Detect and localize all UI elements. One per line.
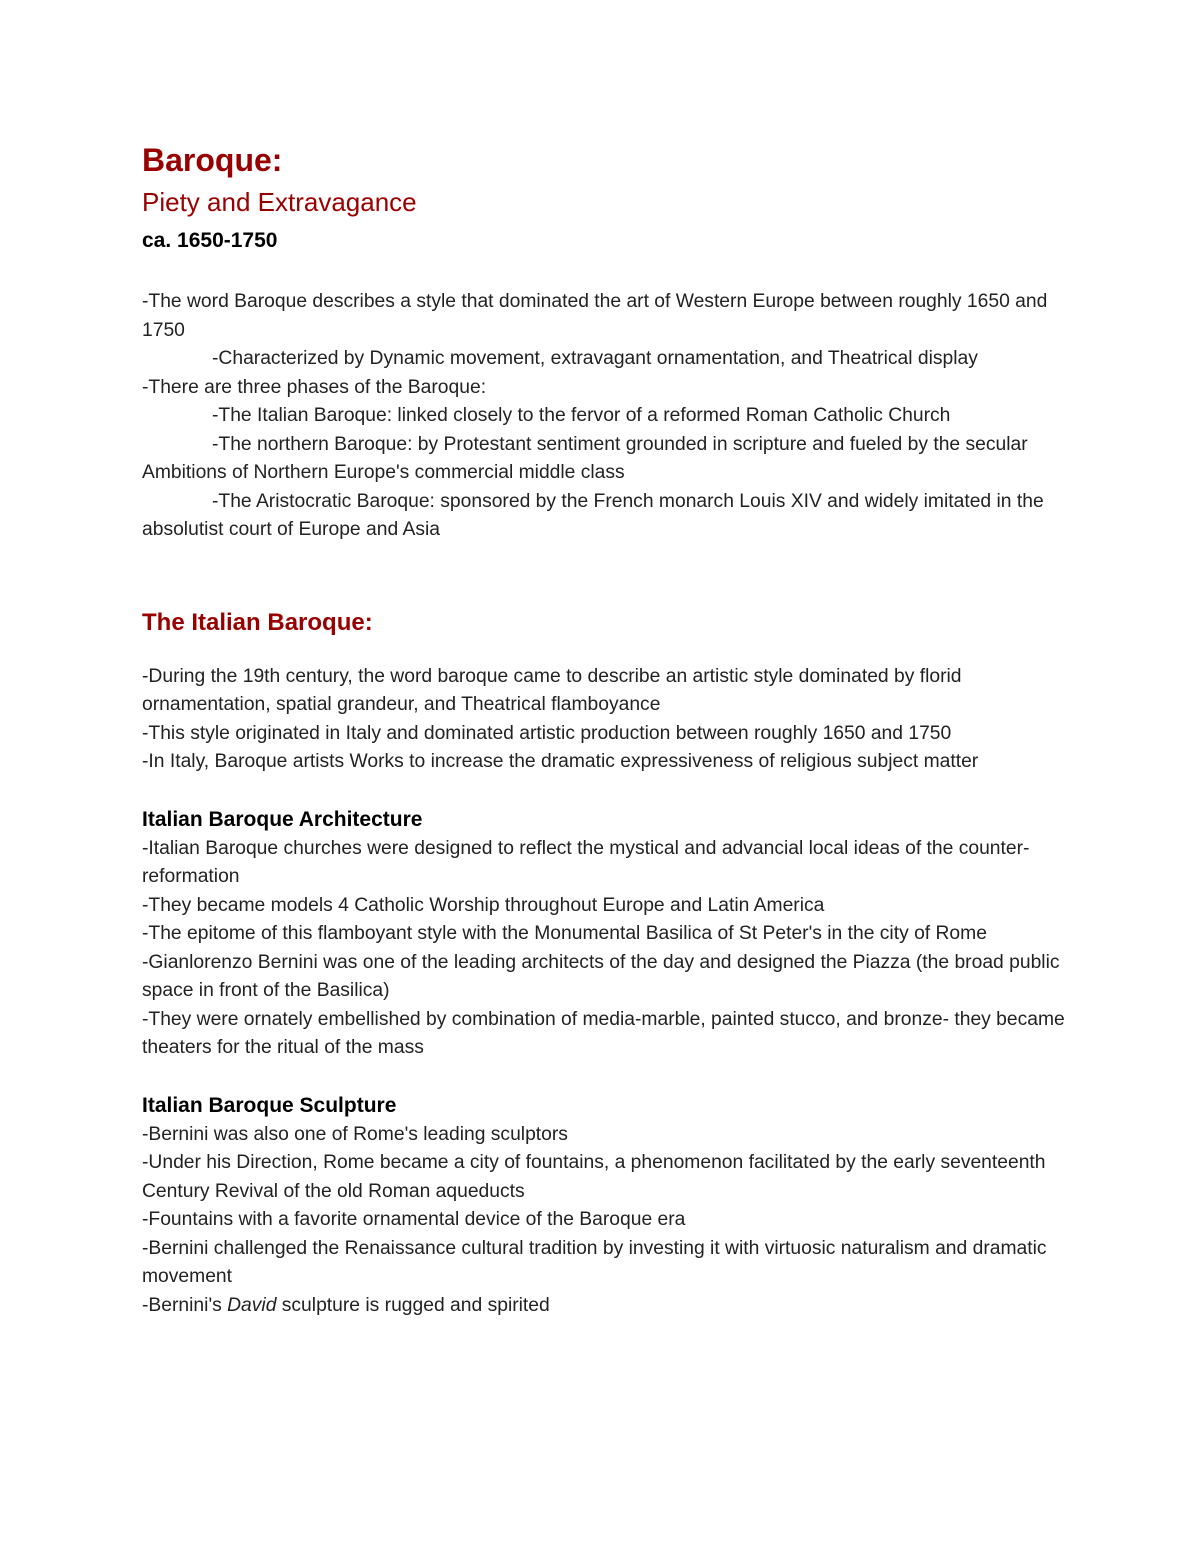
sculpture-paragraph: -Bernini was also one of Rome's leading sculptors <box>142 1123 568 1145</box>
document-page <box>142 138 1072 1320</box>
sculpture-paragraph: -Fountains with a favorite ornamental device of the Baroque era <box>142 1209 686 1230</box>
david-title: David <box>227 1294 277 1316</box>
italian-baroque-heading: The Italian Baroque: <box>142 608 373 636</box>
italian-paragraph: -In Italy, Baroque artists Works to increase the dramatic expressiveness of religious subject matter <box>142 751 979 772</box>
architecture-paragraph: -Italian Baroque churches were designed to reflect the mystical and advancial local ideas of the counter-reformation <box>142 837 1030 887</box>
italian-paragraph: -This style originated in Italy and dominated artistic production between roughly 1650 and 1750 <box>142 722 952 744</box>
david-line-after: sculpture is rugged and spirited <box>276 1294 550 1316</box>
sculpture-paragraph: -Under his Direction, Rome became a city of fountains, a phenomenon facilitated by the early seventeenth Century Revival of the old Roman aqueducts <box>142 1152 1046 1202</box>
document-title: Baroque: <box>142 142 283 178</box>
sculpture-paragraph: -Bernini challenged the Renaissance cultural tradition by investing it with virtuosic naturalism and dramatic movement <box>142 1237 1047 1287</box>
intro-section <box>142 288 1072 545</box>
italian-section <box>142 663 1072 777</box>
architecture-heading: Italian Baroque Architecture <box>142 807 423 831</box>
architecture-paragraph: -They were ornately embellished by combination of media-marble, painted stucco, and bronze- they became theaters for the ritual of the mass <box>142 1008 1065 1058</box>
intro-paragraph: -The Aristocratic Baroque: sponsored by the French monarch Louis XIV and widely imitated in the absolutist court of Europe and Asia <box>142 490 1044 540</box>
architecture-paragraph: -Gianlorenzo Bernini was one of the leading architects of the day and designed the Piazza (the broad public space in front of the Basilica) <box>142 951 1060 1001</box>
david-line-before: -Bernini's <box>142 1294 228 1316</box>
architecture-paragraph: -The epitome of this flamboyant style with the Monumental Basilica of St Peter's in the city of Rome <box>142 923 987 944</box>
intro-paragraph: -The northern Baroque: by Protestant sentiment grounded in scripture and fueled by the secular Ambitions of Northern Europe's commercial middle class <box>142 433 1028 483</box>
document-subtitle: Piety and Extravagance <box>142 187 417 217</box>
architecture-section <box>142 835 1072 1063</box>
sculpture-section <box>142 1121 1072 1321</box>
italian-paragraph: -During the 19th century, the word baroque came to describe an artistic style dominated by florid ornamentation, spatial grandeur, and Theatrical flamboyance <box>142 665 962 715</box>
sculpture-heading: Italian Baroque Sculpture <box>142 1093 397 1117</box>
intro-paragraph: -There are three phases of the Baroque: <box>142 376 487 398</box>
architecture-paragraph: -They became models 4 Catholic Worship throughout Europe and Latin America <box>142 894 825 916</box>
david-paragraph <box>142 1292 1072 1321</box>
intro-paragraph: -Characterized by Dynamic movement, extravagant ornamentation, and Theatrical display <box>212 348 978 369</box>
intro-paragraph: -The Italian Baroque: linked closely to the fervor of a reformed Roman Catholic Church <box>212 405 951 426</box>
date-range: ca. 1650-1750 <box>142 229 278 252</box>
intro-paragraph: -The word Baroque describes a style that dominated the art of Western Europe between roughly 1650 and 1750 <box>142 291 1048 341</box>
